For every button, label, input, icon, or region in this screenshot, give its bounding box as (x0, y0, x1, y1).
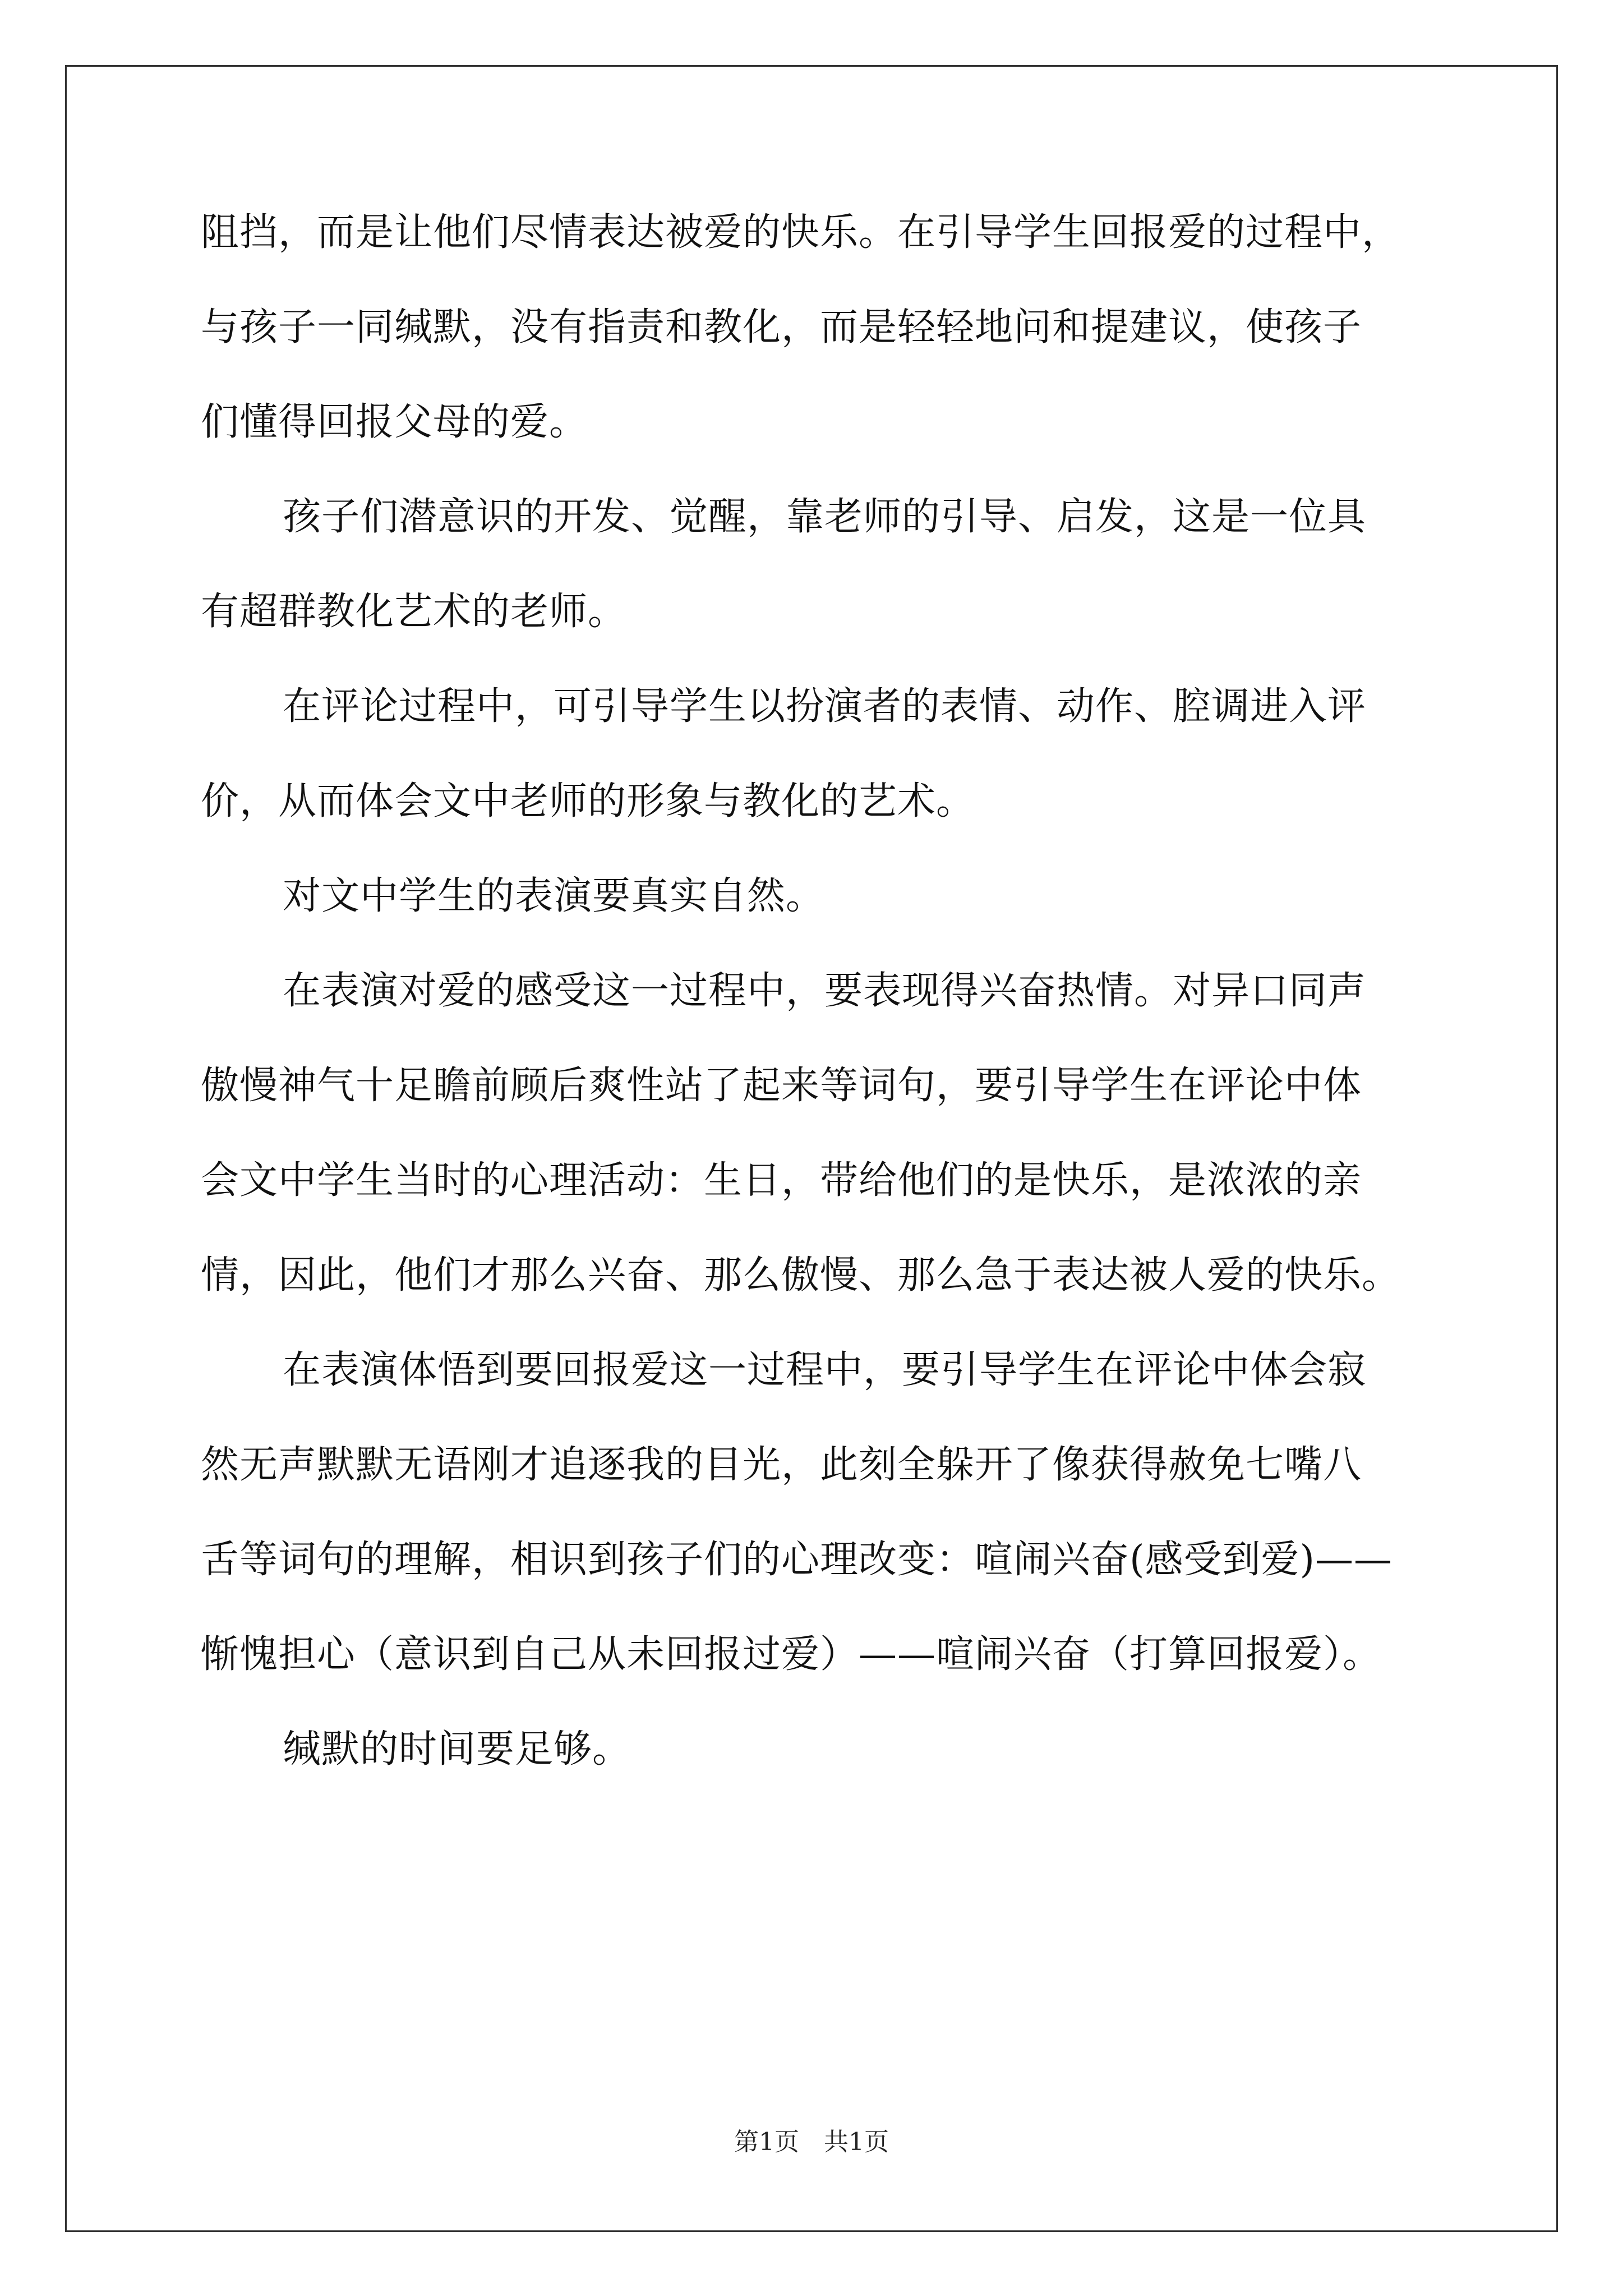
text-line: 惭愧担心（意识到自己从未回报过爱）——喧闹兴奋（打算回报爱）。 (201, 1632, 1382, 1677)
document-body (201, 185, 1435, 1797)
text-line: 舌等词句的理解，相识到孩子们的心理改变：喧闹兴奋(感受到爱)—— (201, 1538, 1393, 1582)
text-line: 与孩子一同缄默，没有指责和教化，而是轻轻地问和提建议，使孩子 (201, 305, 1362, 349)
text-line: 们懂得回报父母的爱。 (201, 400, 588, 444)
text-line: 价，从而体会文中老师的形象与教化的艺术。 (201, 779, 975, 823)
text-line: 阻挡，而是让他们尽情表达被爱的快乐。在引导学生回报爱的过程中， (201, 210, 1401, 255)
text-block (201, 185, 1435, 1797)
page-number-footer: 第1页 共1页 (734, 2128, 889, 2156)
text-line: 会文中学生当时的心理活动：生日，带给他们的是快乐，是浓浓的亲 (201, 1158, 1362, 1203)
text-line: 在表演对爱的感受这一过程中，要表现得兴奋热情。对异口同声 (283, 969, 1367, 1013)
text-line: 对文中学生的表演要真实自然。 (283, 874, 825, 918)
text-line: 傲慢神气十足瞻前顾后爽性站了起来等词句，要引导学生在评论中体 (201, 1064, 1362, 1108)
text-line: 有超群教化艺术的老师。 (201, 590, 627, 634)
text-line: 缄默的时间要足够。 (283, 1727, 631, 1772)
text-line: 情，因此，他们才那么兴奋、那么傲慢、那么急于表达被人爱的快乐。 (201, 1253, 1401, 1297)
text-line: 在评论过程中，可引导学生以扮演者的表情、动作、腔调进入评 (283, 684, 1367, 729)
text-line: 然无声默默无语刚才追逐我的目光，此刻全躲开了像获得赦免七嘴八 (201, 1443, 1362, 1487)
text-line: 在表演体悟到要回报爱这一过程中，要引导学生在评论中体会寂 (283, 1348, 1367, 1392)
text-line: 孩子们潜意识的开发、觉醒，靠老师的引导、启发，这是一位具 (283, 495, 1367, 539)
